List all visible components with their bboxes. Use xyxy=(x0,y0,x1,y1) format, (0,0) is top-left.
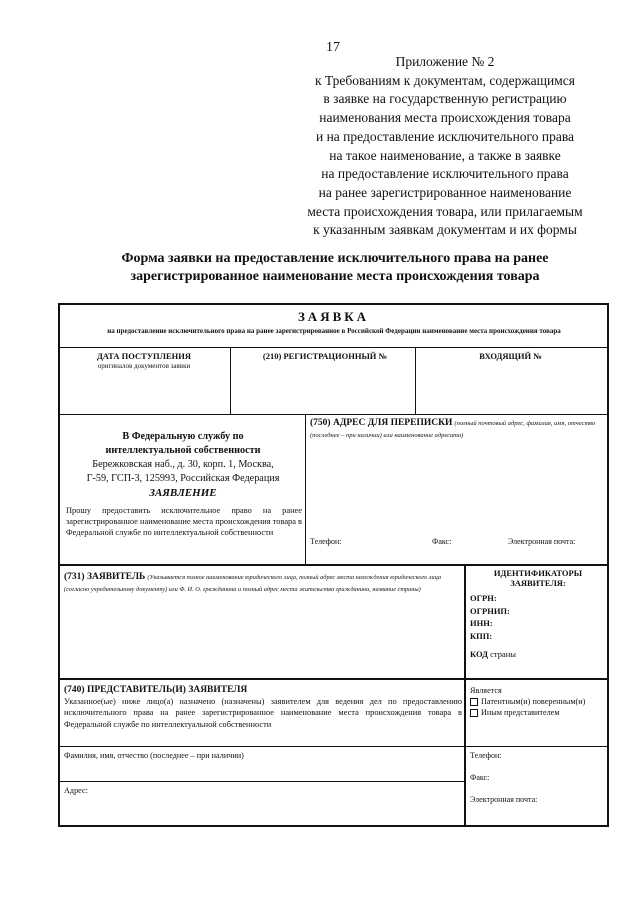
country-code-field[interactable] xyxy=(470,649,516,659)
appendix-line: Приложение № 2 xyxy=(395,54,495,69)
federal-service-line: В Федеральную службу по xyxy=(122,431,244,442)
appendix-header xyxy=(250,53,640,240)
receipt-date-cell[interactable] xyxy=(64,351,224,371)
fax-label: Факс: xyxy=(432,537,452,546)
appendix-line: на ранее зарегистрированное наименование xyxy=(318,184,572,200)
applicant-label: (731) ЗАЯВИТЕЛЬ xyxy=(64,572,146,582)
patent-attorney-option[interactable] xyxy=(470,696,610,707)
correspondence-address-field[interactable] xyxy=(310,417,602,441)
email-label: Электронная почта: xyxy=(508,537,576,546)
checkbox-icon[interactable] xyxy=(470,709,478,717)
representative-type xyxy=(470,685,610,718)
other-representative-label: Иным представителем xyxy=(481,708,560,717)
receipt-date-sublabel: оригиналов документов заявки xyxy=(97,362,191,370)
identifiers-title: ИДЕНТИФИКАТОРЫ ЗАЯВИТЕЛЯ: xyxy=(493,568,583,588)
identifier-kpp: КПП: xyxy=(470,630,493,641)
identifier-ogrn: ОГРН: xyxy=(470,593,497,603)
other-representative-option[interactable] xyxy=(470,707,610,718)
service-address-line: Бережковская наб., д. 30, корп. 1, Москва, xyxy=(92,459,274,470)
divider xyxy=(305,414,306,564)
divider xyxy=(60,347,607,348)
fio-field[interactable]: Фамилия, имя, отчество (последнее – при наличии) xyxy=(64,751,244,760)
form-title-line: зарегистрированное наименование места происхождения товара xyxy=(130,269,540,284)
checkbox-icon[interactable] xyxy=(470,698,478,706)
appendix-line: и на предоставление исключительного права xyxy=(315,128,575,144)
application-form xyxy=(58,303,609,827)
appendix-line: к указанным заявкам документам и их формы xyxy=(313,222,577,238)
divider xyxy=(60,678,607,680)
divider xyxy=(60,781,464,782)
appendix-line: наименования места происхождения товара xyxy=(319,110,571,126)
receipt-date-label: ДАТА ПОСТУПЛЕНИЯ xyxy=(96,351,192,361)
representative-block xyxy=(64,685,462,730)
divider xyxy=(415,347,416,414)
form-heading: ЗАЯВКА xyxy=(297,309,370,324)
identifier-inn: ИНН: xyxy=(470,618,493,628)
appendix-line: на предоставление исключительного права xyxy=(321,166,569,182)
form-title-line: Форма заявки на предоставление исключительного права на ранее xyxy=(121,251,549,266)
service-address-line: Г-59, ГСП-3, 125993, Российская Федерация xyxy=(86,473,280,484)
statement-text: Прошу предоставить исключительное право на ранее зарегистрированное наименование места происхождения товара в Федеральной службе по интеллектуальной собственности xyxy=(66,506,302,537)
divider xyxy=(60,564,607,566)
divider xyxy=(60,414,607,415)
federal-service-line: интеллектуальной собственности xyxy=(105,445,261,456)
applicant-note: (Указывается полное наименование юридического лица, полный адрес места нахождения юридического лица (согласно учредительному документу) или Ф. И. О. гражданина и полный адрес места жительства гражданина, название страны) xyxy=(64,574,442,593)
page-number: 17 xyxy=(326,40,340,55)
representative-phone-field[interactable]: Телефон: xyxy=(470,751,502,760)
phone-label: Телефон: xyxy=(310,537,342,546)
form-title xyxy=(40,250,630,286)
correspondence-label: (750) АДРЕС ДЛЯ ПЕРЕПИСКИ xyxy=(310,418,453,428)
divider xyxy=(464,564,466,827)
identifier-ogrnip: ОГРНИП: xyxy=(470,605,510,616)
addressee-block xyxy=(64,430,302,500)
form-subtitle: на предоставление исключительного права на ранее зарегистрированное в Российской Федерации наименование места происхождения товара xyxy=(107,327,561,335)
country-code-suffix: страны xyxy=(490,649,516,659)
representative-fax-field[interactable]: Факс: xyxy=(470,773,490,782)
identifiers-list xyxy=(470,592,510,642)
appendix-line: в заявке на государственную регистрацию xyxy=(323,91,567,107)
representative-email-field[interactable]: Электронная почта: xyxy=(470,795,538,804)
registration-number-label[interactable]: (210) РЕГИСТРАЦИОННЫЙ № xyxy=(262,351,388,361)
is-label: Является xyxy=(470,686,502,695)
appendix-line: к Требованиям к документам, содержащимся xyxy=(314,72,576,88)
patent-attorney-label: Патентным(и) поверенным(и) xyxy=(481,697,586,706)
representative-label: (740) ПРЕДСТАВИТЕЛЬ(И) ЗАЯВИТЕЛЯ xyxy=(64,685,248,695)
address-field[interactable]: Адрес: xyxy=(64,786,88,795)
representative-text: Указанное(ые) ниже лицо(а) назначено (назначены) заявителем для ведения дел по предоставлению исключительного права на ранее зарегистрированное наименование места происхождения товара в Федеральной службе по интеллектуальной собственности xyxy=(64,697,462,729)
statement-title: ЗАЯВЛЕНИЕ xyxy=(149,487,217,499)
divider xyxy=(230,347,231,414)
country-code-label: КОД xyxy=(470,649,488,659)
appendix-line: места происхождения товара, или прилагаемым xyxy=(307,203,583,219)
divider xyxy=(60,746,607,747)
appendix-line: на такое наименование, а также в заявке xyxy=(329,147,561,163)
correspondence-note: (полный почтовый адрес, фамилия, имя, отчество (последнее – при наличии) или наименование адресата) xyxy=(310,420,596,439)
incoming-number-label[interactable]: ВХОДЯЩИЙ № xyxy=(479,351,542,361)
applicant-field[interactable] xyxy=(64,571,464,595)
